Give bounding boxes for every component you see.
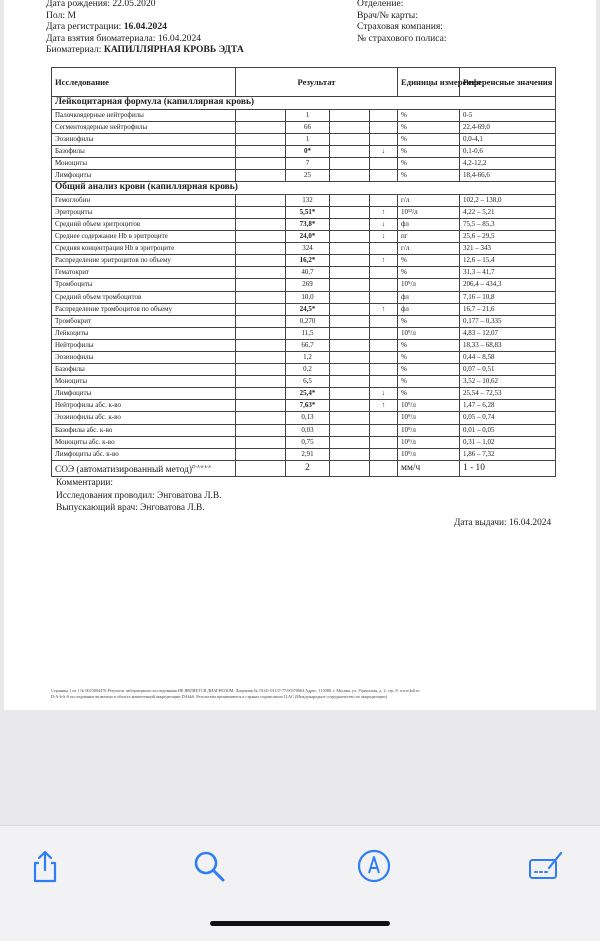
table-row bbox=[52, 109, 556, 121]
unit: 10⁹/л bbox=[398, 327, 460, 339]
spacer-cell bbox=[330, 436, 370, 448]
unit: 10¹²/л bbox=[398, 206, 460, 218]
birth-date: Дата рождения: 22.05.2020 bbox=[46, 0, 156, 9]
spacer-cell bbox=[236, 436, 286, 448]
spacer-cell bbox=[236, 388, 286, 400]
reference-range: 0,01 – 0,05 bbox=[460, 424, 556, 436]
unit: % bbox=[398, 170, 460, 182]
test-name: Тромбокрит bbox=[52, 315, 236, 327]
result-value: 0,13 bbox=[286, 412, 330, 424]
flag-arrow: ↑ bbox=[370, 400, 398, 412]
test-name: Лимфоциты bbox=[52, 170, 236, 182]
result-value: 6,5 bbox=[286, 376, 330, 388]
flag-arrow: ↓ bbox=[370, 388, 398, 400]
result-value: 10,0 bbox=[286, 291, 330, 303]
result-value: 16,2* bbox=[286, 255, 330, 267]
spacer-cell bbox=[330, 206, 370, 218]
spacer-cell bbox=[236, 279, 286, 291]
unit: % bbox=[398, 376, 460, 388]
spacer-cell bbox=[236, 218, 286, 230]
issue-date: Дата выдачи: 16.04.2024 bbox=[454, 518, 552, 528]
result-value: 66,7 bbox=[286, 339, 330, 351]
table-row bbox=[52, 170, 556, 182]
unit: мм/ч bbox=[398, 460, 460, 476]
result-value: 324 bbox=[286, 243, 330, 255]
reference-range: 4,2-12,2 bbox=[460, 157, 556, 169]
issuing-doctor: Выпускающий врач: Энговатова Л.В. bbox=[56, 503, 205, 514]
spacer-cell bbox=[330, 194, 370, 206]
unit: % bbox=[398, 109, 460, 121]
spacer-cell bbox=[330, 351, 370, 363]
test-name: Нейтрофилы bbox=[52, 339, 236, 351]
header-reference: Референсные значения bbox=[460, 68, 556, 97]
reference-range: 0,31 – 1,02 bbox=[460, 436, 556, 448]
test-name: Лимфоциты абс. к-во bbox=[52, 448, 236, 460]
section-header bbox=[52, 182, 556, 195]
spacer-cell bbox=[236, 170, 286, 182]
test-name: Распределение тромбоцитов по объему bbox=[52, 303, 236, 315]
department: Отделение: bbox=[357, 0, 404, 9]
spacer-cell bbox=[236, 339, 286, 351]
result-value: 5,51* bbox=[286, 206, 330, 218]
table-row bbox=[52, 157, 556, 169]
home-indicator bbox=[210, 921, 390, 926]
clinic-info bbox=[357, 0, 447, 44]
test-name: Эозинофилы bbox=[52, 351, 236, 363]
spacer-cell bbox=[330, 412, 370, 424]
flag-arrow bbox=[370, 267, 398, 279]
signature-icon bbox=[527, 848, 563, 884]
spacer-cell bbox=[236, 412, 286, 424]
flag-arrow bbox=[370, 291, 398, 303]
flag-arrow: ↓ bbox=[370, 218, 398, 230]
test-name: Базофилы абс. к-во bbox=[52, 424, 236, 436]
result-value: 1 bbox=[286, 109, 330, 121]
test-name: Средний объем эритроцитов bbox=[52, 218, 236, 230]
spacer-cell bbox=[236, 303, 286, 315]
flag-arrow bbox=[370, 170, 398, 182]
flag-arrow bbox=[370, 339, 398, 351]
reference-range: 321 – 343 bbox=[460, 243, 556, 255]
report-footer bbox=[56, 477, 222, 515]
spacer-cell bbox=[330, 400, 370, 412]
spacer-cell bbox=[330, 243, 370, 255]
spacer-cell bbox=[330, 133, 370, 145]
table-row bbox=[52, 303, 556, 315]
spacer-cell bbox=[330, 279, 370, 291]
spacer-cell bbox=[236, 194, 286, 206]
flag-arrow bbox=[370, 157, 398, 169]
spacer-cell bbox=[330, 218, 370, 230]
table-row bbox=[52, 279, 556, 291]
table-row bbox=[52, 448, 556, 460]
result-value: 24,5* bbox=[286, 303, 330, 315]
unit: % bbox=[398, 121, 460, 133]
test-name: Лейкоциты bbox=[52, 327, 236, 339]
result-value: 40,7 bbox=[286, 267, 330, 279]
spacer-cell bbox=[236, 400, 286, 412]
doctor-card: Врач/№ карты: bbox=[357, 9, 418, 21]
section-title: Общий анализ крови (капиллярная кровь) bbox=[52, 182, 556, 195]
result-value: 73,8* bbox=[286, 218, 330, 230]
result-value: 269 bbox=[286, 279, 330, 291]
table-row bbox=[52, 436, 556, 448]
test-name: Эозинофилы абс. к-во bbox=[52, 412, 236, 424]
reference-range: 1,47 – 6,28 bbox=[460, 400, 556, 412]
unit: г/л bbox=[398, 243, 460, 255]
table-row bbox=[52, 388, 556, 400]
flag-arrow bbox=[370, 436, 398, 448]
test-name: Моноциты абс. к-во bbox=[52, 436, 236, 448]
sex: Пол: М bbox=[46, 9, 76, 21]
reference-range: 4,83 – 12,07 bbox=[460, 327, 556, 339]
table-row bbox=[52, 133, 556, 145]
unit: фл bbox=[398, 303, 460, 315]
spacer-cell bbox=[330, 339, 370, 351]
spacer-cell bbox=[236, 109, 286, 121]
policy-number: № страхового полиса: bbox=[357, 32, 447, 44]
result-value: 7 bbox=[286, 157, 330, 169]
result-value: 11,5 bbox=[286, 327, 330, 339]
result-value: 0,75 bbox=[286, 436, 330, 448]
reference-range: 12,6 – 15,4 bbox=[460, 255, 556, 267]
flag-arrow bbox=[370, 364, 398, 376]
unit: % bbox=[398, 364, 460, 376]
unit: 10⁹/л bbox=[398, 436, 460, 448]
result-value: 0* bbox=[286, 145, 330, 157]
unit: % bbox=[398, 133, 460, 145]
flag-arrow: ↑ bbox=[370, 303, 398, 315]
unit: % bbox=[398, 339, 460, 351]
accreditation-mark: D-A-k-k-S bbox=[192, 463, 211, 469]
flag-arrow: ↓ bbox=[370, 231, 398, 243]
reference-range: 75,5 – 85,3 bbox=[460, 218, 556, 230]
flag-arrow bbox=[370, 243, 398, 255]
flag-arrow bbox=[370, 109, 398, 121]
spacer-cell bbox=[330, 460, 370, 476]
spacer-cell bbox=[330, 376, 370, 388]
spacer-cell bbox=[236, 133, 286, 145]
table-row bbox=[52, 364, 556, 376]
flag-arrow bbox=[370, 424, 398, 436]
reference-range: 4,22 – 5,21 bbox=[460, 206, 556, 218]
reference-range: 0-5 bbox=[460, 109, 556, 121]
spacer-cell bbox=[330, 145, 370, 157]
test-name: Базофилы bbox=[52, 145, 236, 157]
reference-range: 1 - 10 bbox=[460, 460, 556, 476]
table-row bbox=[52, 339, 556, 351]
result-value: 25 bbox=[286, 170, 330, 182]
reference-range: 0,177 – 0,335 bbox=[460, 315, 556, 327]
table-row bbox=[52, 194, 556, 206]
result-value: 25,4* bbox=[286, 388, 330, 400]
reference-range: 18,4-66,6 bbox=[460, 170, 556, 182]
search-button[interactable] bbox=[191, 848, 227, 884]
spacer-cell bbox=[236, 364, 286, 376]
search-icon bbox=[191, 848, 227, 884]
unit: фл bbox=[398, 291, 460, 303]
spacer-cell bbox=[236, 121, 286, 133]
spacer-cell bbox=[330, 267, 370, 279]
registration-date: Дата регистрации: 16.04.2024 bbox=[46, 21, 167, 33]
reference-range: 18,33 – 68,83 bbox=[460, 339, 556, 351]
table-row bbox=[52, 231, 556, 243]
spacer-cell bbox=[236, 231, 286, 243]
test-name: Эритроциты bbox=[52, 206, 236, 218]
spacer-cell bbox=[236, 351, 286, 363]
spacer-cell bbox=[236, 206, 286, 218]
result-value: 1 bbox=[286, 133, 330, 145]
table-row bbox=[52, 255, 556, 267]
unit: % bbox=[398, 145, 460, 157]
share-icon bbox=[27, 848, 63, 884]
bottom-toolbar bbox=[0, 825, 600, 941]
spacer-cell bbox=[330, 424, 370, 436]
table-row bbox=[52, 206, 556, 218]
unit: 10⁹/л bbox=[398, 400, 460, 412]
table-row bbox=[52, 327, 556, 339]
table-row bbox=[52, 145, 556, 157]
test-name: СОЭ (автоматизированный метод)$^{D-A-k-k-S}$ bbox=[52, 460, 236, 476]
comments: Комментарии: bbox=[56, 478, 114, 488]
share-button[interactable] bbox=[27, 848, 63, 884]
test-name: Моноциты bbox=[52, 376, 236, 388]
spacer-cell bbox=[236, 157, 286, 169]
spacer-cell bbox=[236, 327, 286, 339]
spacer-cell bbox=[330, 315, 370, 327]
reference-range: 3,52 – 10,62 bbox=[460, 376, 556, 388]
spacer-cell bbox=[330, 255, 370, 267]
header-result: Результат bbox=[236, 68, 398, 97]
section-header bbox=[52, 97, 556, 110]
test-name: Гемоглобин bbox=[52, 194, 236, 206]
test-name: Среднее содержание Hb в эритроците bbox=[52, 231, 236, 243]
result-value: 0,2 bbox=[286, 364, 330, 376]
reference-range: 0,05 – 0,74 bbox=[460, 412, 556, 424]
flag-arrow bbox=[370, 376, 398, 388]
spacer-cell bbox=[236, 448, 286, 460]
result-value: 66 bbox=[286, 121, 330, 133]
unit: фл bbox=[398, 218, 460, 230]
reference-range: 1,86 – 7,32 bbox=[460, 448, 556, 460]
spacer-cell bbox=[330, 231, 370, 243]
reference-range: 206,4 – 434,3 bbox=[460, 279, 556, 291]
unit: % bbox=[398, 388, 460, 400]
spacer-cell bbox=[330, 364, 370, 376]
sample-date: Дата взятия биоматериала: 16.04.2024 bbox=[46, 32, 202, 44]
reference-range: 0,07 – 0,51 bbox=[460, 364, 556, 376]
flag-arrow: ↑ bbox=[370, 255, 398, 267]
unit: г/л bbox=[398, 194, 460, 206]
table-row bbox=[52, 291, 556, 303]
spacer-cell bbox=[330, 448, 370, 460]
spacer-cell bbox=[236, 145, 286, 157]
biomaterial: Биоматериал: КАПИЛЛЯРНАЯ КРОВЬ ЭДТА bbox=[46, 44, 244, 56]
spacer-cell bbox=[330, 109, 370, 121]
flag-arrow bbox=[370, 133, 398, 145]
spacer-cell bbox=[236, 291, 286, 303]
test-name: Эозинофилы bbox=[52, 133, 236, 145]
flag-arrow bbox=[370, 448, 398, 460]
header-test: Исследование bbox=[52, 68, 236, 97]
result-value: 0,03 bbox=[286, 424, 330, 436]
fine-print-line-1: Страница 1 из 1 № 0025004476 Результат лабораторного исследования НЕ ЯВЛЯЕТСЯ ДИАГНОЗОМ. Лицензия № ЛО41-01137-77/00370664 Адрес: 115088, г. Москва, ул. Угрешская, д. 2, стр. 8. www.kdl.ru bbox=[51, 688, 420, 693]
test-name: Моноциты bbox=[52, 157, 236, 169]
document-page bbox=[4, 0, 596, 710]
section-title: Лейкоцитарная формула (капиллярная кровь) bbox=[52, 97, 556, 110]
unit: 10⁹/л bbox=[398, 424, 460, 436]
result-value: 0,270 bbox=[286, 315, 330, 327]
spacer-cell bbox=[330, 157, 370, 169]
flag-arrow bbox=[370, 315, 398, 327]
spacer-cell bbox=[236, 267, 286, 279]
table-row bbox=[52, 400, 556, 412]
spacer-cell bbox=[330, 121, 370, 133]
spacer-cell bbox=[330, 291, 370, 303]
unit: 10⁹/л bbox=[398, 412, 460, 424]
spacer-cell bbox=[236, 460, 286, 476]
test-name: Нейтрофилы абс. к-во bbox=[52, 400, 236, 412]
unit: пг bbox=[398, 231, 460, 243]
unit: % bbox=[398, 351, 460, 363]
table-row bbox=[52, 121, 556, 133]
flag-arrow bbox=[370, 412, 398, 424]
insurance-company: Страховая компания: bbox=[357, 21, 443, 33]
reference-range: 0,0-4,1 bbox=[460, 133, 556, 145]
table-row bbox=[52, 376, 556, 388]
reference-range: 7,16 – 10,8 bbox=[460, 291, 556, 303]
flag-arrow bbox=[370, 121, 398, 133]
flag-arrow bbox=[370, 279, 398, 291]
test-name: Средняя концентрация Hb в эритроците bbox=[52, 243, 236, 255]
table-row bbox=[52, 218, 556, 230]
flag-arrow: ↓ bbox=[370, 145, 398, 157]
performed-by: Исследования проводил: Энговатова Л.В. bbox=[56, 490, 222, 501]
fine-print-line-2: D-A-k-k-S исследование включено в область компетенций аккредитации DAkkS. Результаты принимаются в странах подписантах ILAC (Международное сотрудничество по аккредитации) bbox=[51, 694, 388, 699]
spacer-cell bbox=[236, 376, 286, 388]
table-row bbox=[52, 267, 556, 279]
reference-range: 0,44 – 8,58 bbox=[460, 351, 556, 363]
result-value: 132 bbox=[286, 194, 330, 206]
spacer-cell bbox=[330, 327, 370, 339]
markup-button[interactable] bbox=[356, 848, 392, 884]
flag-arrow bbox=[370, 327, 398, 339]
flag-arrow bbox=[370, 460, 398, 476]
result-value: 7,63* bbox=[286, 400, 330, 412]
reference-range: 31,3 – 41,7 bbox=[460, 267, 556, 279]
unit: % bbox=[398, 255, 460, 267]
test-name: Лимфоциты bbox=[52, 388, 236, 400]
test-name: Тромбоциты bbox=[52, 279, 236, 291]
results-table bbox=[51, 67, 556, 477]
header-units: Единицы измерения bbox=[398, 68, 460, 97]
spacer-cell bbox=[330, 388, 370, 400]
table-row bbox=[52, 424, 556, 436]
spacer-cell bbox=[236, 243, 286, 255]
table-row bbox=[52, 315, 556, 327]
reference-range: 25,54 – 72,53 bbox=[460, 388, 556, 400]
reference-range: 22,4-69,0 bbox=[460, 121, 556, 133]
result-value: 2 bbox=[286, 460, 330, 476]
spacer-cell bbox=[236, 255, 286, 267]
flag-arrow: ↑ bbox=[370, 206, 398, 218]
unit: % bbox=[398, 157, 460, 169]
reference-range: 25,6 – 29,5 bbox=[460, 231, 556, 243]
result-value: 24,0* bbox=[286, 231, 330, 243]
flag-arrow bbox=[370, 194, 398, 206]
spacer-cell bbox=[236, 315, 286, 327]
test-name: Сегментоядерные нейтрофилы bbox=[52, 121, 236, 133]
test-name: Базофилы bbox=[52, 364, 236, 376]
unit: % bbox=[398, 315, 460, 327]
test-name: Палочкоядерные нейтрофилы bbox=[52, 109, 236, 121]
reference-range: 16,7 – 21,6 bbox=[460, 303, 556, 315]
table-row bbox=[52, 351, 556, 363]
table-row bbox=[52, 412, 556, 424]
table-row bbox=[52, 243, 556, 255]
signature-button[interactable] bbox=[527, 848, 563, 884]
unit: 10⁹/л bbox=[398, 448, 460, 460]
markup-icon bbox=[356, 848, 392, 884]
test-name: Распределение эритроцитов по объему bbox=[52, 255, 236, 267]
spacer-cell bbox=[330, 303, 370, 315]
unit: 10⁹/л bbox=[398, 279, 460, 291]
table-row-esr bbox=[52, 460, 556, 476]
test-name: Средний объем тромбоцитов bbox=[52, 291, 236, 303]
reference-range: 0,1-0,6 bbox=[460, 145, 556, 157]
patient-info bbox=[46, 0, 244, 56]
spacer-cell bbox=[330, 170, 370, 182]
result-value: 2,91 bbox=[286, 448, 330, 460]
test-name: Гематокрит bbox=[52, 267, 236, 279]
result-value: 1,2 bbox=[286, 351, 330, 363]
reference-range: 102,2 – 138,0 bbox=[460, 194, 556, 206]
flag-arrow bbox=[370, 351, 398, 363]
spacer-cell bbox=[236, 424, 286, 436]
unit: % bbox=[398, 267, 460, 279]
